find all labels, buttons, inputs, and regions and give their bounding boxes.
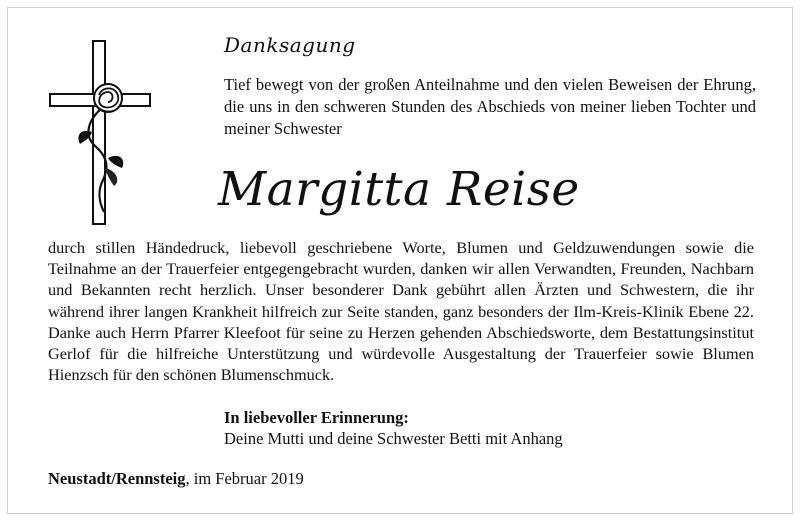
deceased-name: Margitta Reise (218, 162, 580, 217)
closing-heading: In liebevoller Erinnerung: (224, 408, 409, 427)
intro-text: Tief bewegt von der großen Anteilnahme und den vielen Beweisen der Ehrung, die uns in den schweren Stunden des Abschieds von meiner lieben Tochter und meiner Schwester (224, 75, 756, 138)
footer-line (48, 469, 304, 489)
closing-text: Deine Mutti und deine Schwester Betti mit Anhang (224, 429, 563, 448)
body-text: durch stillen Händedruck, liebevoll geschriebene Worte, Blumen und Geldzuwendungen sowie die Teilnahme an der Trauerfeier entgegengebracht wurden, danken wir allen Verwandten, Freunden, Nachbarn und Bekannten recht herzlich. Unser besonderer Dank gebührt allen Ärzten und Schwestern, die ihr während ihrer langen Krankheit hilfreich zur Seite standen, ganz besonders der Ilm-Kreis-Klinik Ebene 22. Danke auch Herrn Pfarrer Kleefoot für seine zu Herzen gehenden Abschiedsworte, dem Bestattungsinstitut Gerlof für die hilfreiche Unterstützung und würdevolle Ausgestaltung der Trauerfeier sowie Blumen Hienzsch für den schönen Blumenschmuck. (48, 238, 754, 385)
cross-with-rose-icon (48, 40, 156, 226)
footer-place: Neustadt/Rennsteig (48, 469, 186, 488)
footer-date: , im Februar 2019 (185, 469, 304, 488)
notice-heading: Danksagung (224, 33, 356, 57)
